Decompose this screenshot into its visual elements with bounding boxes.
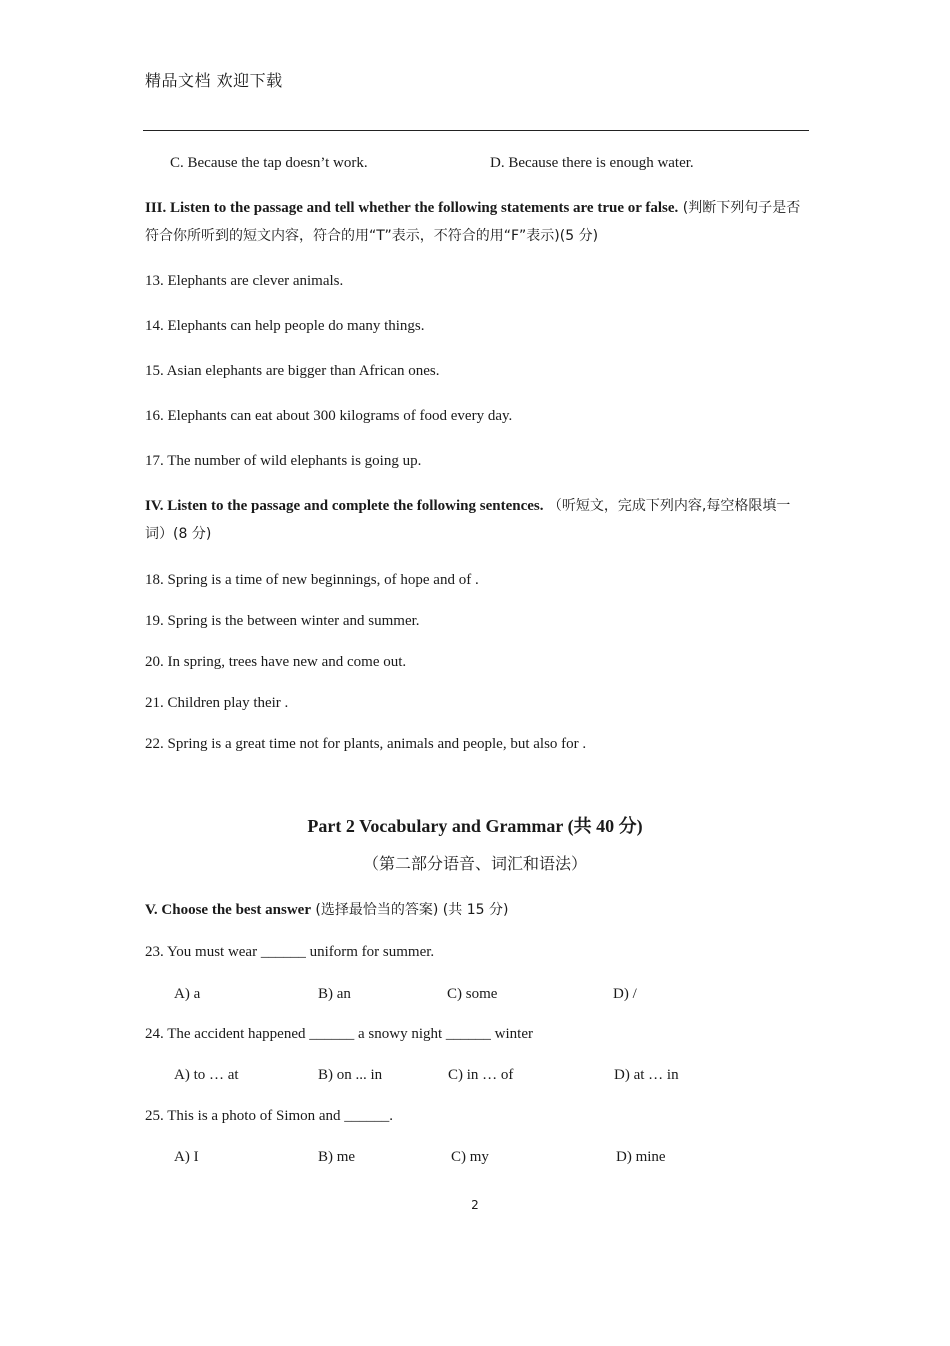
section-3-title-en: III. Listen to the passage and tell whether the following statements are true or false. (145, 200, 679, 216)
carry-over-option-d: D. Because there is enough water. (490, 155, 694, 171)
section-5-title-en: V. Choose the best answer (145, 902, 311, 918)
statement-13: 13. Elephants are clever animals. (145, 273, 344, 289)
section-5-heading (145, 899, 508, 919)
part-2-subtitle: （第二部分语音、词汇和语法） (362, 854, 587, 873)
statement-14: 14. Elephants can help people do many things. (145, 318, 425, 334)
statement-16: 16. Elephants can eat about 300 kilograms of food every day. (145, 408, 513, 424)
statement-15: 15. Asian elephants are bigger than African ones. (145, 363, 440, 379)
question-24-option-a: A) to … at (174, 1067, 239, 1083)
question-23-option-a: A) a (174, 986, 201, 1002)
section-3-title-cn: (判断下列句子是否符合你所听到的短文内容，符合的用“T”表示，不符合的用“F”表示)(5 分) (145, 200, 801, 244)
question-23-option-b: B) an (318, 986, 351, 1002)
question-24-option-c: C) in … of (448, 1067, 514, 1083)
question-25-option-a: A) I (174, 1149, 199, 1165)
section-4-title-cn: （听短文，完成下列内容,每空格限填一词）(8 分) (145, 498, 791, 542)
statement-17: 17. The number of wild elephants is going up. (145, 453, 422, 469)
section-4-title-en: IV. Listen to the passage and complete the following sentences. (145, 498, 544, 514)
page-number: 2 (471, 1198, 479, 1212)
question-25-option-c: C) my (451, 1149, 489, 1165)
question-24-stem: 24. The accident happened ______ a snowy night ______ winter (145, 1026, 533, 1042)
section-3-heading (145, 194, 809, 250)
sentence-20: 20. In spring, trees have new and come out. (145, 654, 407, 670)
document-header-title: 精品文档 欢迎下载 (145, 71, 283, 90)
sentence-21: 21. Children play their . (145, 695, 289, 711)
section-4-heading (145, 492, 809, 548)
section-5-title-cn: (选择最恰当的答案) (共 15 分) (310, 902, 509, 918)
question-25-option-b: B) me (318, 1149, 356, 1165)
question-23-stem: 23. You must wear ______ uniform for summer. (145, 944, 435, 960)
sentence-19: 19. Spring is the between winter and summer. (145, 613, 420, 629)
header-divider (143, 130, 809, 131)
question-24-option-b: B) on ... in (318, 1067, 383, 1083)
part-2-title: Part 2 Vocabulary and Grammar (共 40 分) (307, 816, 643, 836)
sentence-22: 22. Spring is a great time not for plants, animals and people, but also for . (145, 736, 587, 752)
question-23-option-c: C) some (447, 986, 498, 1002)
sentence-18: 18. Spring is a time of new beginnings, of hope and of . (145, 572, 479, 588)
question-25-option-d: D) mine (616, 1149, 666, 1165)
carry-over-option-c: C. Because the tap doesn’t work. (170, 155, 368, 171)
question-23-option-d: D) / (613, 986, 637, 1002)
question-24-option-d: D) at … in (614, 1067, 679, 1083)
question-25-stem: 25. This is a photo of Simon and ______. (145, 1108, 394, 1124)
